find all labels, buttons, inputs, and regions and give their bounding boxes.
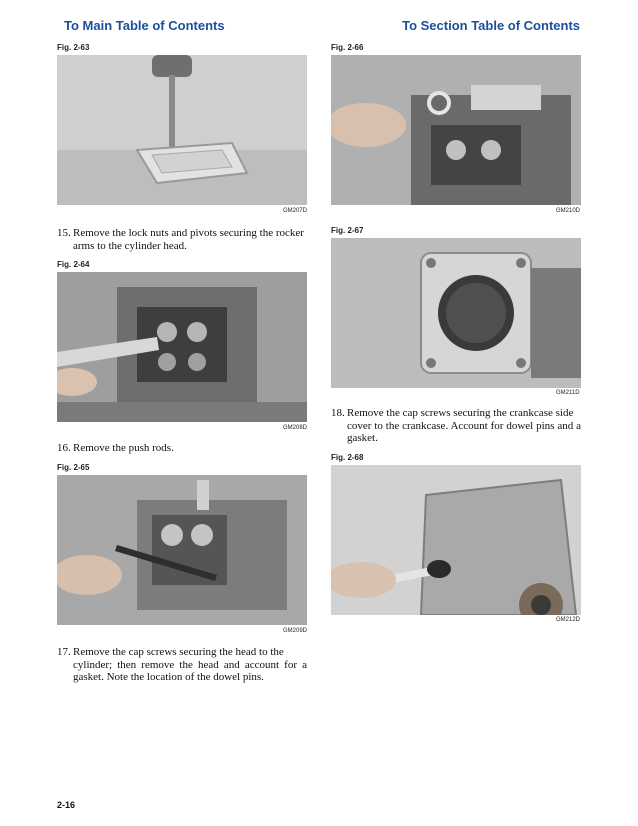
figure-code: GM209D [283, 628, 308, 634]
figure-photo-cylinder [331, 238, 581, 388]
step-17 [57, 646, 307, 684]
step-text-continued: cylinder; then remove the head and account for a gasket. Note the location of the dowel pins. [73, 658, 307, 683]
step-number: 17. [57, 646, 71, 658]
figure-label: Fig. 2-66 [331, 43, 364, 52]
step-text: Remove the lock nuts and pivots securing the rocker [73, 227, 304, 239]
figure-label: Fig. 2-64 [57, 260, 90, 269]
figure-photo-push-rods [57, 475, 307, 625]
figure-photo-head-screws [331, 55, 581, 205]
figure-code: GM210D [556, 208, 581, 214]
step-text: Remove the cap screws securing the crankcase side [347, 407, 574, 419]
step-text-continued: arms to the cylinder head. [73, 239, 187, 252]
main-toc-link[interactable]: To Main Table of Contents [64, 18, 225, 33]
step-number: 16. [57, 442, 71, 454]
figure-photo-crankcase-cover [331, 465, 581, 615]
figure-photo-rocker-arms [57, 272, 307, 422]
step-number: 18. [331, 407, 345, 419]
step-16 [57, 442, 307, 455]
figure-code: GM212D [556, 617, 581, 623]
step-15 [57, 227, 307, 252]
section-toc-link[interactable]: To Section Table of Contents [402, 18, 580, 33]
figure-label: Fig. 2-67 [331, 226, 364, 235]
figure-code: GM207D [283, 208, 308, 214]
figure-code: GM208D [283, 425, 308, 431]
step-text: Remove the cap screws securing the head to the [73, 646, 284, 658]
step-number: 15. [57, 227, 71, 239]
figure-label: Fig. 2-65 [57, 463, 90, 472]
step-text-continued: cover to the crankcase. Account for dowel pins and a gasket. [347, 419, 581, 444]
step-18 [331, 407, 581, 445]
figure-label: Fig. 2-68 [331, 453, 364, 462]
figure-code: GM211D [556, 390, 580, 396]
figure-label: Fig. 2-63 [57, 43, 90, 52]
step-text: Remove the push rods. [73, 442, 174, 454]
figure-photo-valve-cover [57, 55, 307, 205]
page-number: 2-16 [57, 800, 76, 810]
